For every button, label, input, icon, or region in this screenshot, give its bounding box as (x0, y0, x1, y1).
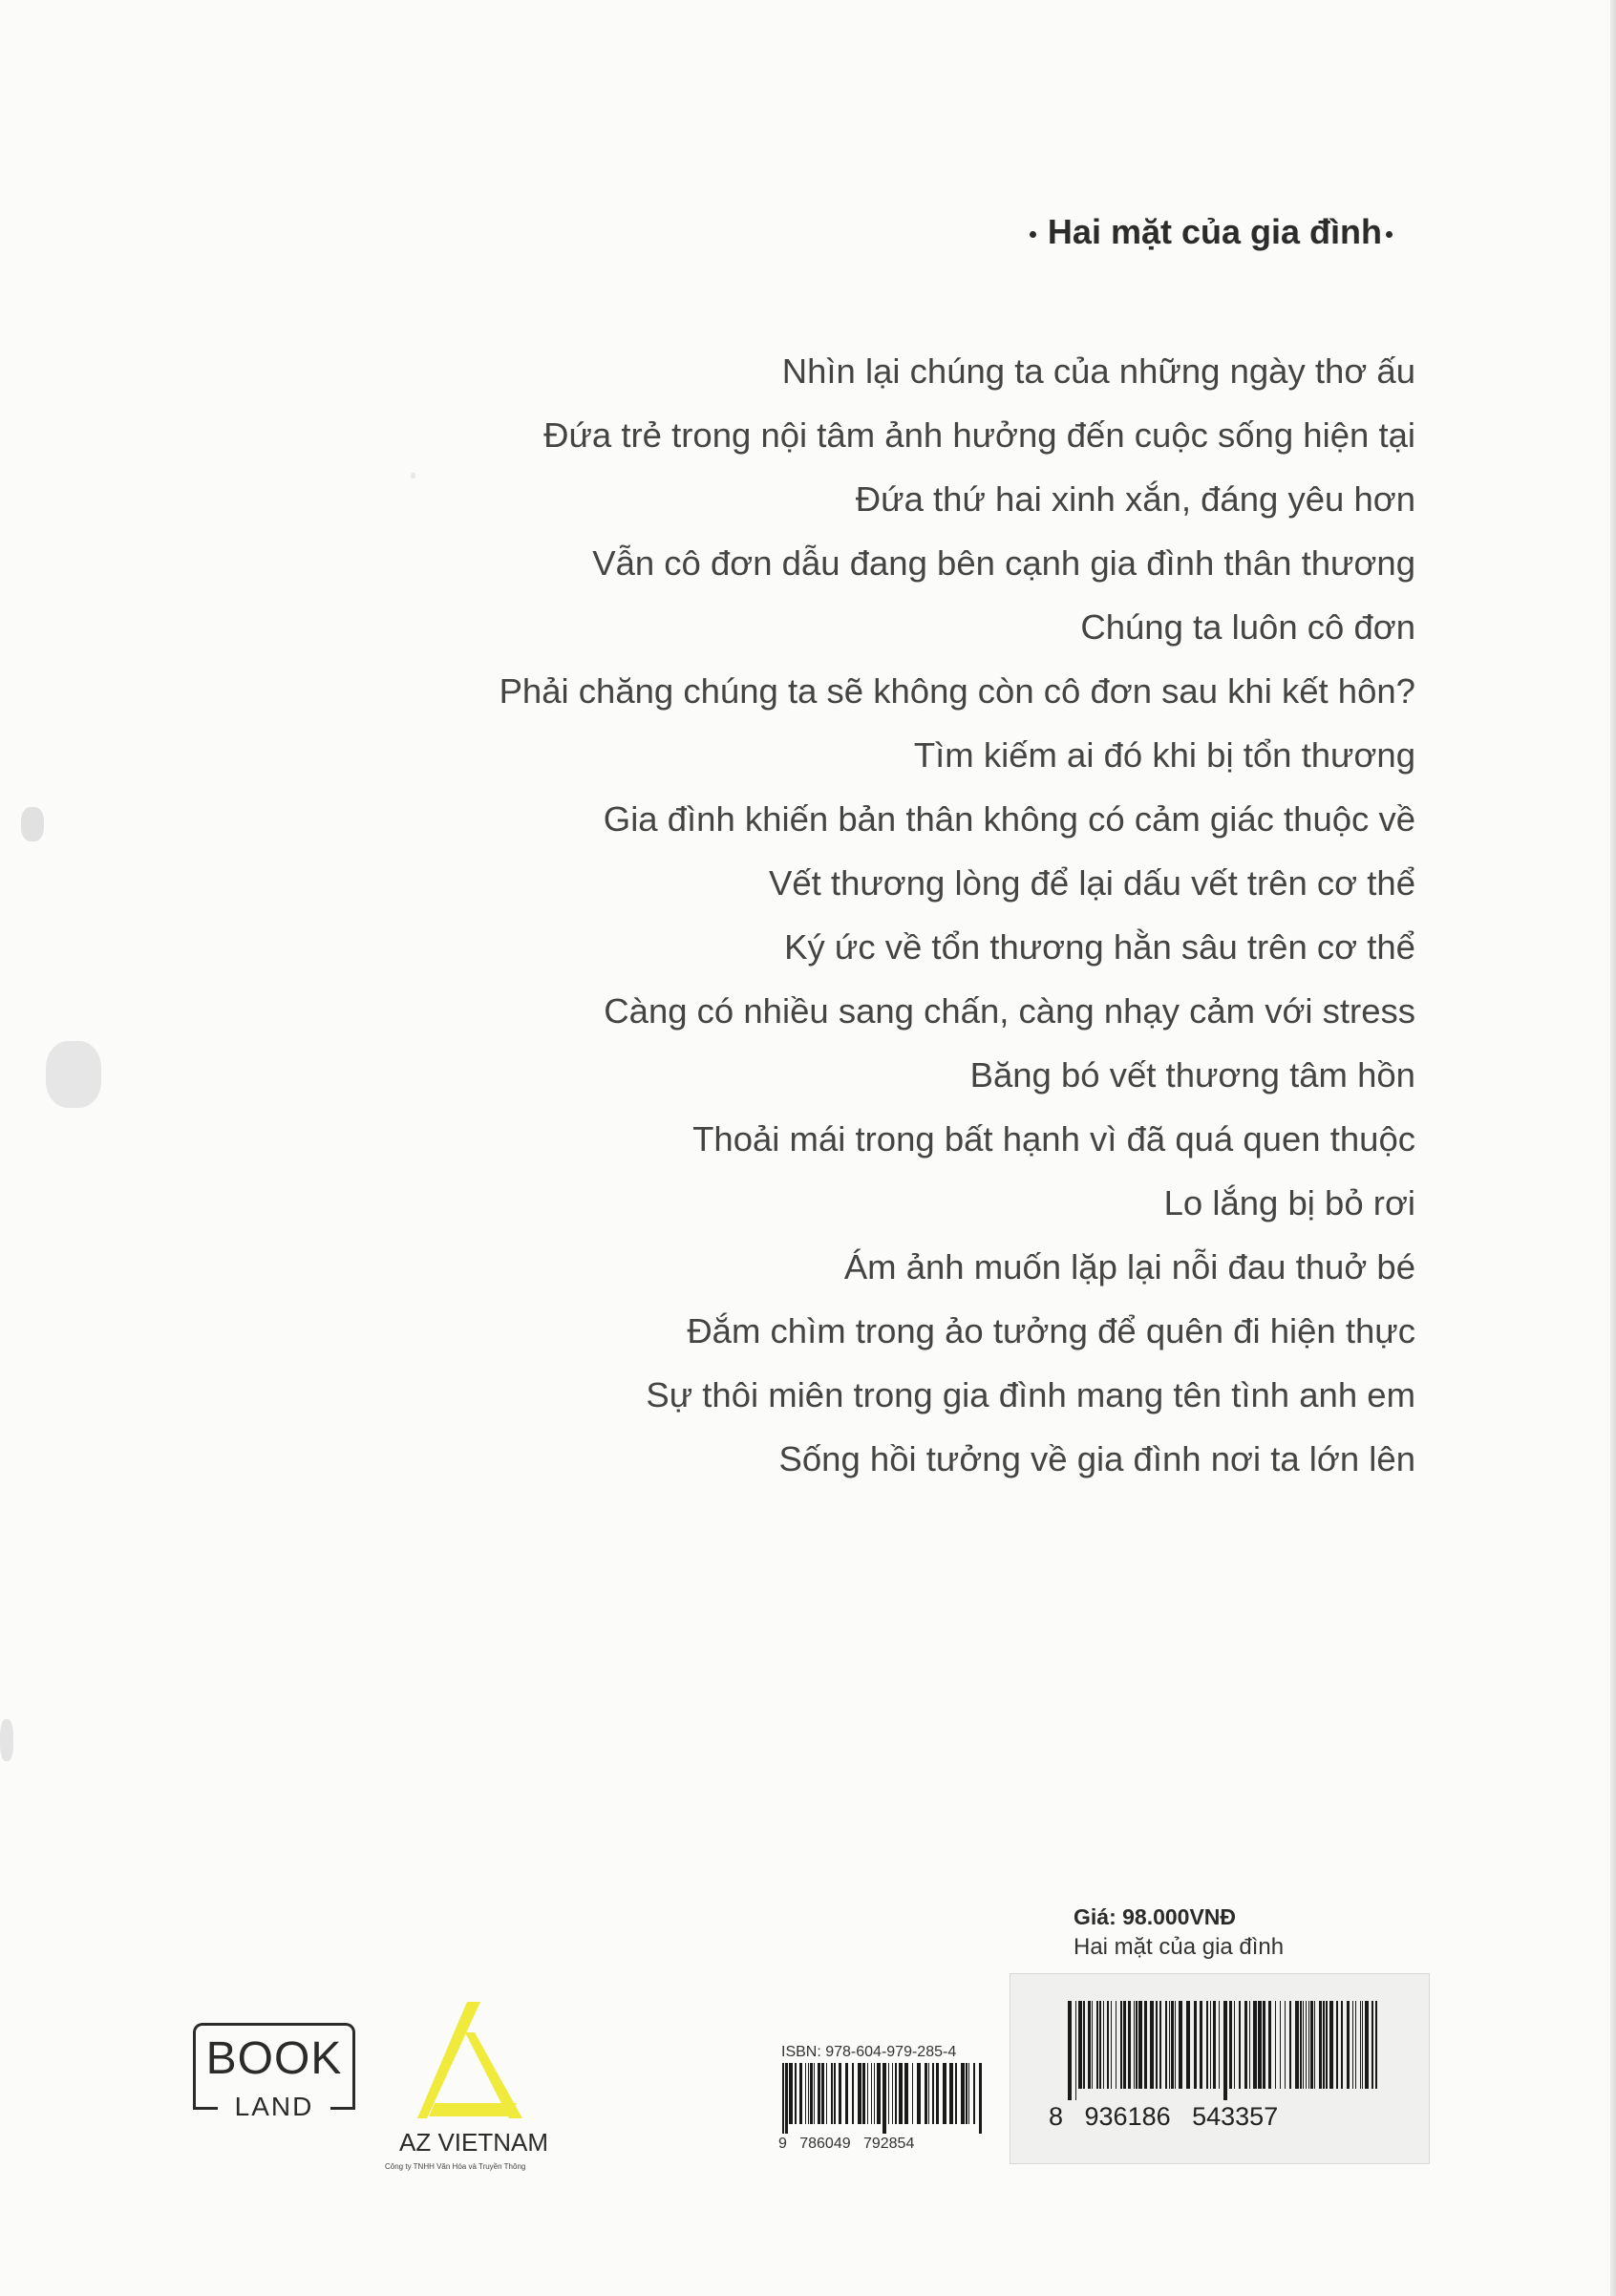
barcode-bar (882, 2063, 886, 2134)
barcode-bar (1295, 2001, 1299, 2089)
barcode-bar (1249, 2001, 1250, 2089)
bullet-dot-icon (1386, 231, 1393, 238)
bookland-logo (193, 2023, 359, 2122)
isbn-barcode-bars (782, 2063, 985, 2134)
contents-item: Vẫn cô đơn dẫu đang bên cạnh gia đình thân thương (592, 543, 1415, 583)
contents-item: Sống hồi tưởng về gia đình nơi ta lớn lên (778, 1439, 1415, 1478)
scan-speck (21, 807, 44, 841)
barcode-bar (1362, 2001, 1363, 2089)
barcode-bar (1329, 2001, 1333, 2089)
barcode-bar (810, 2063, 813, 2124)
contents-item: Vết thương lòng để lại dấu vết trên cơ thể (769, 863, 1415, 903)
barcode-bar (1300, 2001, 1302, 2089)
barcode-bar (1303, 2001, 1304, 2089)
page-title-text: Hai mặt của gia đình (1047, 212, 1382, 251)
barcode-bar (925, 2063, 927, 2124)
barcode-bar (1319, 2001, 1322, 2089)
barcode-bar (1336, 2001, 1338, 2089)
barcode-bar (1075, 2001, 1076, 2100)
contents-item: Ký ức về tổn thương hằn sâu trên cơ thể (784, 927, 1415, 967)
barcode-bar (808, 2063, 809, 2124)
barcode-bar (936, 2063, 939, 2124)
barcode-bar (1144, 2001, 1147, 2089)
barcode-bar (826, 2063, 827, 2124)
contents-item: Gia đình khiến bản thân không có cảm giác thuộc về (603, 799, 1415, 839)
barcode-bar (1275, 2001, 1276, 2089)
barcode-bar (1138, 2001, 1142, 2089)
contents-item: Càng có nhiều sang chấn, càng nhạy cảm với stress (604, 991, 1415, 1031)
barcode-bar (1175, 2001, 1176, 2089)
az-logo-subtitle: Công ty TNHH Văn Hóa và Truyền Thông (385, 2162, 526, 2171)
scan-speck (411, 473, 415, 478)
bookland-logo-top: BOOK (205, 2033, 343, 2084)
barcode-bar (1111, 2001, 1112, 2089)
price-book-title: Hai mặt của gia đình (1074, 1934, 1285, 1960)
barcode-bar (917, 2063, 921, 2124)
barcode-bar (1223, 2001, 1227, 2100)
barcode-bar (789, 2063, 793, 2124)
barcode-bar (1285, 2001, 1286, 2089)
barcode-bar (1355, 2001, 1356, 2089)
bullet-dot-icon (1030, 231, 1036, 238)
barcode-bar (877, 2063, 881, 2124)
barcode-bar (1280, 2001, 1281, 2089)
barcode-bar (928, 2063, 929, 2124)
page-edge (1610, 0, 1616, 2296)
az-logo-name: AZ VIETNAM (399, 2128, 549, 2157)
barcode-bar (1200, 2001, 1202, 2089)
barcode-bar (1253, 2001, 1257, 2089)
barcode-bar (1219, 2001, 1220, 2089)
barcode-bar (1360, 2001, 1361, 2089)
barcode-bar (1194, 2001, 1197, 2089)
barcode-bar (1171, 2001, 1174, 2089)
barcode-bar (834, 2063, 836, 2124)
barcode-bar (1165, 2001, 1167, 2089)
barcode-bar (899, 2063, 903, 2124)
barcode-bar (904, 2063, 908, 2124)
barcode-bar (1308, 2001, 1309, 2089)
barcode-bar (1099, 2001, 1101, 2089)
price-block (1074, 1903, 1427, 1964)
barcode-bar (1213, 2001, 1216, 2089)
barcode-bar (1179, 2001, 1182, 2089)
barcode-bar (785, 2063, 788, 2134)
barcode-bar (1128, 2001, 1131, 2089)
barcode-bar (831, 2063, 833, 2124)
barcode-bar (1206, 2001, 1208, 2089)
price-label: Giá: 98.000VNĐ (1074, 1904, 1237, 1929)
barcode-bar (1134, 2001, 1135, 2089)
barcode-bar (973, 2063, 975, 2124)
barcode-bar (799, 2063, 802, 2124)
barcode-bar (912, 2063, 913, 2124)
barcode-bar (1306, 2001, 1307, 2089)
barcode-bar (1092, 2001, 1093, 2089)
sticker-barcode-digits: 8 936186 543357 (1049, 2102, 1279, 2131)
barcode-bar (1289, 2001, 1291, 2089)
sticker-barcode-bars (1068, 2001, 1383, 2100)
barcode-bar (1268, 2001, 1271, 2089)
contents-item: Thoải mái trong bất hạnh vì đã quá quen thuộc (692, 1119, 1415, 1159)
bookland-logo-bottom: LAND (234, 2092, 314, 2121)
barcode-bar (1156, 2001, 1158, 2089)
barcode-bar (1123, 2001, 1126, 2089)
contents-item: Chúng ta luôn cô đơn (1080, 607, 1415, 647)
barcode-bar (943, 2063, 946, 2124)
barcode-bar (1068, 2001, 1072, 2100)
barcode-bar (1341, 2001, 1343, 2089)
barcode-bar (949, 2063, 953, 2124)
isbn-barcode (778, 2044, 989, 2153)
barcode-bar (1323, 2001, 1325, 2089)
barcode-bar (845, 2063, 848, 2124)
barcode-bar (1314, 2001, 1315, 2089)
barcode-bar (1150, 2001, 1154, 2089)
barcode-bar (1088, 2001, 1091, 2089)
barcode-bar (1083, 2001, 1085, 2089)
barcode-bar (1347, 2001, 1350, 2089)
isbn-digits: 9 786049 792854 (778, 2136, 915, 2152)
barcode-bar (955, 2063, 957, 2124)
barcode-bar (1136, 2001, 1138, 2089)
barcode-bar (1375, 2001, 1377, 2089)
barcode-bar (1352, 2001, 1353, 2089)
barcode-bar (821, 2063, 824, 2124)
barcode-bar (867, 2063, 868, 2124)
contents-item: Phải chăng chúng ta sẽ không còn cô đơn sau khi kết hôn? (499, 671, 1415, 711)
barcode-bar (858, 2063, 861, 2124)
barcode-bar (961, 2063, 965, 2124)
barcode-bar (874, 2063, 875, 2124)
barcode-bar (795, 2063, 797, 2124)
barcode-bar (782, 2063, 784, 2134)
page-title (1018, 212, 1404, 252)
barcode-bar (1169, 2001, 1170, 2089)
barcode-sticker (1010, 1973, 1430, 2164)
barcode-bar (1371, 2001, 1373, 2089)
barcode-bar (1186, 2001, 1190, 2089)
barcode-bar (1310, 2001, 1313, 2089)
barcode-bar (1263, 2001, 1265, 2089)
barcode-bar (1234, 2001, 1235, 2089)
barcode-bar (1159, 2001, 1161, 2089)
barcode-bar (1107, 2001, 1109, 2089)
contents-item: Nhìn lại chúng ta của những ngày thơ ấu (781, 351, 1415, 391)
contents-item: Lo lắng bị bỏ rơi (1163, 1183, 1415, 1222)
barcode-bar (1210, 2001, 1211, 2089)
contents-list (500, 339, 1415, 1491)
barcode-bar (1120, 2001, 1122, 2089)
barcode-bar (1326, 2001, 1328, 2089)
contents-item: Đứa trẻ trong nội tâm ảnh hưởng đến cuộc sống hiện tại (543, 415, 1415, 455)
contents-item: Băng bó vết thương tâm hồn (969, 1055, 1415, 1095)
barcode-bar (888, 2063, 889, 2124)
scan-speck (46, 1041, 101, 1108)
barcode-bar (1239, 2001, 1241, 2089)
barcode-bar (1078, 2001, 1082, 2089)
barcode-bar (1229, 2001, 1232, 2089)
barcode-bar (895, 2063, 897, 2124)
barcode-bar (839, 2063, 841, 2124)
barcode-bar (1244, 2001, 1247, 2089)
contents-item: Ám ảnh muốn lặp lại nỗi đau thuở bé (843, 1247, 1415, 1286)
barcode-bar (968, 2063, 969, 2124)
scan-speck (0, 1719, 13, 1761)
barcode-bar (862, 2063, 865, 2124)
barcode-bar (805, 2063, 806, 2124)
az-triangle-icon (417, 1998, 522, 2122)
barcode-bar (818, 2063, 820, 2124)
barcode-bar (1365, 2001, 1369, 2089)
barcode-bar (814, 2063, 815, 2124)
contents-item: Đứa thứ hai xinh xắn, đáng yêu hơn (855, 479, 1415, 519)
contents-item: Tìm kiếm ai đó khi bị tổn thương (913, 735, 1415, 775)
barcode-bar (979, 2063, 982, 2134)
contents-item: Sự thôi miên trong gia đình mang tên tình anh em (646, 1375, 1415, 1414)
barcode-bar (852, 2063, 854, 2124)
barcode-bar (892, 2063, 893, 2124)
barcode-bar (871, 2063, 872, 2124)
isbn-label: ISBN: 978-604-979-285-4 (781, 2044, 957, 2060)
barcode-bar (1096, 2001, 1098, 2089)
barcode-bar (1258, 2001, 1262, 2089)
contents-item: Đắm chìm trong ảo tưởng để quên đi hiện thực (687, 1311, 1415, 1350)
barcode-bar (966, 2063, 967, 2124)
barcode-bar (1103, 2001, 1104, 2089)
barcode-bar (932, 2063, 934, 2124)
